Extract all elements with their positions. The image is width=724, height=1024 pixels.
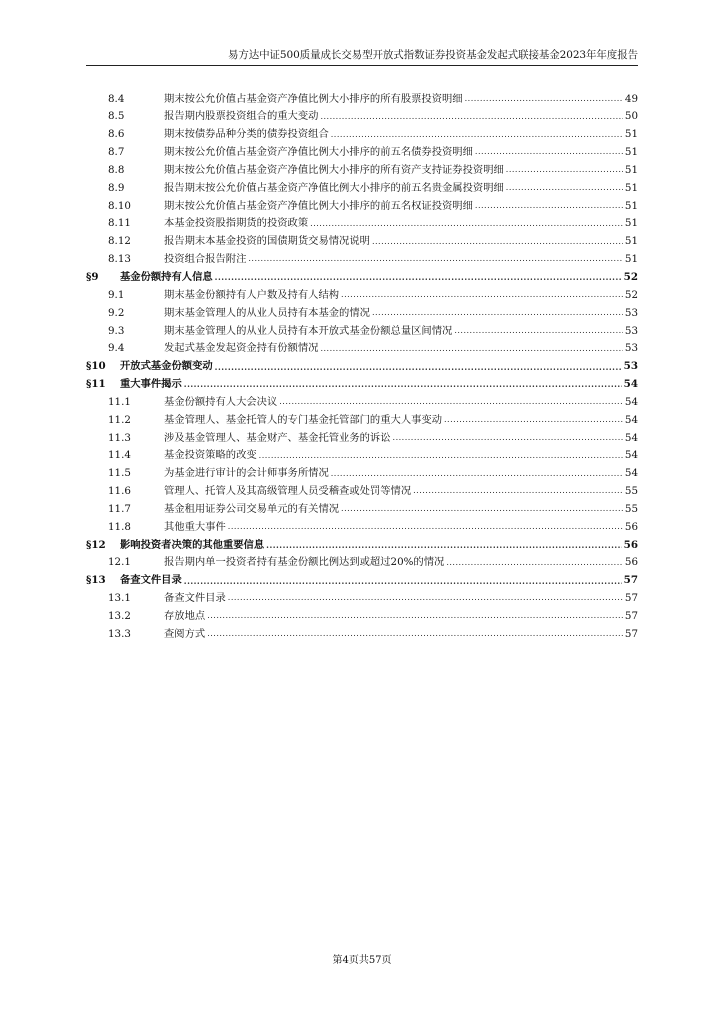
toc-entry-number: §10 (86, 360, 106, 373)
toc-entry-number: 8.10 (108, 199, 131, 212)
toc-entry-page-number: 53 (623, 360, 638, 373)
toc-dot-leader (248, 255, 623, 264)
toc-entry[interactable] (86, 407, 638, 425)
toc-entry-page-number: 54 (624, 413, 638, 426)
toc-section-entry[interactable] (86, 568, 638, 586)
toc-section-entry[interactable] (86, 372, 638, 390)
toc-dot-leader (184, 380, 622, 389)
toc-entry[interactable] (86, 318, 638, 336)
toc-entry-title: 查阅方式 (164, 627, 206, 640)
toc-entry-number: 8.5 (108, 110, 125, 123)
toc-entry-title: 开放式基金份额变动 (120, 360, 213, 373)
toc-entry[interactable] (86, 282, 638, 300)
toc-entry-page-number: 53 (624, 324, 638, 337)
toc-dot-leader (444, 416, 623, 425)
toc-entry-title: 期末按公允价值占基金资产净值比例大小排序的前五名债券投资明细 (164, 146, 473, 159)
toc-entry-number: 8.7 (108, 146, 125, 159)
toc-dot-leader (341, 505, 623, 514)
toc-entry-page-number: 51 (624, 253, 638, 266)
toc-entry-title: 其他重大事件 (164, 520, 226, 533)
toc-entry-number: 11.7 (108, 502, 131, 515)
toc-entry[interactable] (86, 514, 638, 532)
toc-entry[interactable] (86, 193, 638, 211)
toc-entry-number: 9.2 (108, 306, 125, 319)
toc-entry[interactable] (86, 247, 638, 265)
toc-entry-page-number: 51 (624, 163, 638, 176)
toc-entry-title: 管理人、托管人及其高级管理人员受稽查或处罚等情况 (164, 485, 412, 498)
toc-dot-leader (372, 309, 623, 318)
toc-dot-leader (331, 131, 623, 140)
toc-entry-title: 报告期内单一投资者持有基金份额比例达到或超过20%的情况 (164, 556, 445, 569)
toc-dot-leader (207, 630, 623, 639)
toc-dot-leader (215, 273, 622, 282)
toc-entry[interactable] (86, 586, 638, 604)
toc-entry-number: 12.1 (108, 556, 131, 569)
toc-entry-number: 9.1 (108, 288, 125, 301)
toc-section-entry[interactable] (86, 354, 638, 372)
toc-entry-number: §11 (86, 378, 106, 391)
toc-entry-number: 8.6 (108, 128, 125, 141)
toc-entry-page-number: 51 (624, 128, 638, 141)
toc-dot-leader (475, 202, 623, 211)
toc-entry-title: 基金投资策略的改变 (164, 449, 257, 462)
toc-entry[interactable] (86, 389, 638, 407)
toc-entry-title: 期末基金管理人的从业人员持有本基金的情况 (164, 306, 370, 319)
toc-dot-leader (259, 452, 623, 461)
toc-entry-page-number: 51 (624, 146, 638, 159)
toc-entry-page-number: 53 (624, 306, 638, 319)
toc-entry-page-number: 54 (624, 395, 638, 408)
toc-entry[interactable] (86, 140, 638, 158)
toc-entry-page-number: 55 (624, 485, 638, 498)
toc-dot-leader (266, 541, 622, 550)
toc-entry-number: 13.1 (108, 592, 131, 605)
toc-entry[interactable] (86, 104, 638, 122)
toc-entry-title: 期末按公允价值占基金资产净值比例大小排序的所有资产支持证券投资明细 (164, 163, 504, 176)
toc-entry-page-number: 56 (623, 538, 638, 551)
toc-entry-title: 基金份额持有人大会决议 (164, 395, 278, 408)
toc-entry-number: §9 (86, 270, 99, 283)
toc-dot-leader (413, 487, 623, 496)
toc-entry-title: 期末基金份额持有人户数及持有人结构 (164, 288, 340, 301)
toc-entry-title: 期末基金管理人的从业人员持有本开放式基金份额总量区间情况 (164, 324, 453, 337)
toc-section-entry[interactable] (86, 264, 638, 282)
toc-entry-page-number: 54 (624, 449, 638, 462)
toc-entry-number: §12 (86, 538, 106, 551)
toc-dot-leader (454, 327, 623, 336)
toc-entry-title: 基金租用证券公司交易单元的有关情况 (164, 502, 340, 515)
toc-entry-page-number: 55 (624, 502, 638, 515)
toc-entry-title: 基金份额持有人信息 (120, 270, 213, 283)
toc-entry-page-number: 50 (624, 110, 638, 123)
toc-entry[interactable] (86, 443, 638, 461)
toc-dot-leader (506, 184, 623, 193)
toc-dot-leader (215, 363, 622, 372)
toc-entry-number: 13.2 (108, 610, 131, 623)
toc-entry-page-number: 51 (624, 217, 638, 230)
toc-entry-page-number: 54 (624, 467, 638, 480)
toc-entry-title: 涉及基金管理人、基金财产、基金托管业务的诉讼 (164, 431, 391, 444)
toc-entry-number: 8.8 (108, 163, 125, 176)
toc-entry-page-number: 56 (624, 556, 638, 569)
toc-entry-page-number: 54 (623, 378, 638, 391)
toc-entry-title: 备查文件目录 (120, 574, 182, 587)
toc-entry-title: 期末按公允价值占基金资产净值比例大小排序的所有股票投资明细 (164, 92, 463, 105)
toc-entry-title: 发起式基金发起资金持有份额情况 (164, 342, 319, 355)
toc-entry-number: 8.13 (108, 253, 131, 266)
toc-entry-page-number: 53 (624, 342, 638, 355)
toc-entry[interactable] (86, 211, 638, 229)
toc-entry-number: 11.1 (108, 395, 131, 408)
toc-entry[interactable] (86, 496, 638, 514)
toc-entry-title: 存放地点 (164, 610, 206, 623)
toc-entry-page-number: 52 (623, 270, 638, 283)
toc-entry-title: 期末按公允价值占基金资产净值比例大小排序的前五名权证投资明细 (164, 199, 473, 212)
toc-entry-number: 8.11 (108, 217, 131, 230)
toc-entry-page-number: 49 (624, 92, 638, 105)
toc-entry-title: 基金管理人、基金托管人的专门基金托管部门的重大人事变动 (164, 413, 443, 426)
toc-dot-leader (279, 398, 623, 407)
toc-entry-number: 8.9 (108, 181, 125, 194)
report-header-title: 易方达中证500质量成长交易型开放式指数证券投资基金发起式联接基金2023年年度报告 (227, 49, 638, 61)
toc-entry[interactable] (86, 461, 638, 479)
toc-dot-leader (446, 559, 623, 568)
toc-entry-page-number: 57 (624, 610, 638, 623)
toc-entry-title: 投资组合报告附注 (164, 253, 247, 266)
toc-entry-number: 9.3 (108, 324, 125, 337)
toc-entry-page-number: 51 (624, 199, 638, 212)
toc-entry-title: 报告期内股票投资组合的重大变动 (164, 110, 319, 123)
toc-entry-title: 备查文件目录 (164, 592, 226, 605)
toc-dot-leader (465, 95, 623, 104)
toc-entry[interactable] (86, 300, 638, 318)
toc-entry-page-number: 51 (624, 181, 638, 194)
toc-dot-leader (331, 470, 623, 479)
toc-entry-page-number: 54 (624, 431, 638, 444)
toc-entry-title: 为基金进行审计的会计师事务所情况 (164, 467, 329, 480)
toc-entry[interactable] (86, 229, 638, 247)
toc-entry[interactable] (86, 122, 638, 140)
toc-entry-number: 11.2 (108, 413, 131, 426)
toc-entry-title: 本基金投资股指期货的投资政策 (164, 217, 309, 230)
toc-dot-leader (320, 345, 622, 354)
toc-entry-page-number: 56 (624, 520, 638, 533)
toc-entry[interactable] (86, 425, 638, 443)
toc-dot-leader (228, 523, 623, 532)
toc-entry-number: §13 (86, 574, 106, 587)
toc-dot-leader (207, 612, 623, 621)
toc-dot-leader (372, 238, 623, 247)
toc-entry[interactable] (86, 175, 638, 193)
toc-entry-title: 报告期末按公允价值占基金资产净值比例大小排序的前五名贵金属投资明细 (164, 181, 504, 194)
toc-entry-title: 重大事件揭示 (120, 378, 182, 391)
toc-entry-number: 11.8 (108, 520, 131, 533)
header-divider (86, 65, 638, 66)
toc-entry-title: 报告期末本基金投资的国债期货交易情况说明 (164, 235, 370, 248)
table-of-contents (86, 86, 638, 639)
toc-entry-number: 13.3 (108, 627, 131, 640)
toc-entry-number: 9.4 (108, 342, 125, 355)
toc-entry[interactable] (86, 479, 638, 497)
toc-entry[interactable] (86, 621, 638, 639)
toc-entry[interactable] (86, 157, 638, 175)
toc-dot-leader (320, 113, 622, 122)
toc-entry-title: 影响投资者决策的其他重要信息 (120, 538, 265, 551)
toc-entry[interactable] (86, 86, 638, 104)
toc-section-entry[interactable] (86, 532, 638, 550)
toc-entry-number: 11.4 (108, 449, 131, 462)
toc-entry-number: 11.3 (108, 431, 131, 444)
toc-entry-page-number: 51 (624, 235, 638, 248)
toc-dot-leader (184, 577, 622, 586)
toc-entry-page-number: 57 (624, 592, 638, 605)
toc-dot-leader (310, 220, 623, 229)
toc-entry-number: 11.5 (108, 467, 131, 480)
toc-entry-title: 期末按债券品种分类的债券投资组合 (164, 128, 329, 141)
toc-entry[interactable] (86, 550, 638, 568)
toc-dot-leader (506, 166, 623, 175)
toc-dot-leader (475, 148, 623, 157)
toc-dot-leader (341, 291, 623, 300)
toc-dot-leader (393, 434, 623, 443)
toc-entry[interactable] (86, 336, 638, 354)
toc-entry-page-number: 57 (624, 627, 638, 640)
toc-entry-number: 8.12 (108, 235, 131, 248)
toc-entry[interactable] (86, 603, 638, 621)
toc-entry-number: 8.4 (108, 92, 125, 105)
toc-entry-page-number: 57 (623, 574, 638, 587)
toc-entry-number: 11.6 (108, 485, 131, 498)
page-number-footer: 第4页共57页 (332, 955, 392, 966)
toc-entry-page-number: 52 (624, 288, 638, 301)
toc-dot-leader (228, 594, 623, 603)
